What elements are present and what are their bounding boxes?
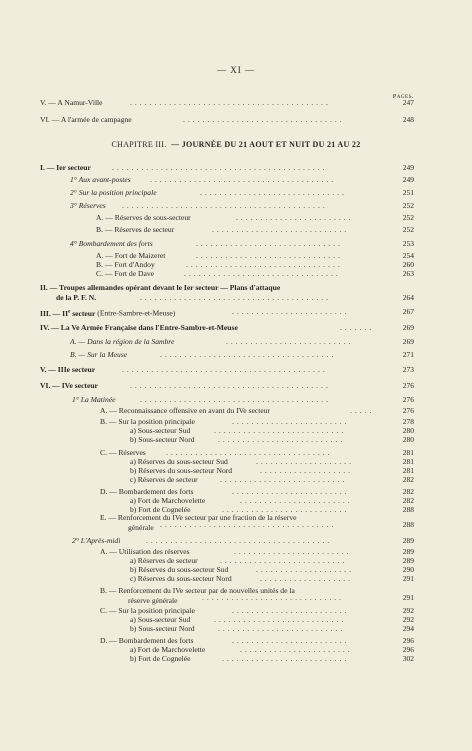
toc-entry-label: A. — Reconnaissance offensive en avant du IVe secteur [100,406,271,415]
toc-entry [0,238,472,250]
pages-column-label: Pages. [392,93,414,100]
toc-entry [0,364,472,376]
toc-entry [0,434,472,446]
toc-page-number: 291 [402,593,414,602]
toc-entry [0,380,472,392]
chapter-heading [0,140,472,149]
dot-leader: ............................................ [112,163,328,172]
toc-entry-label: C. — Réserves [100,448,146,457]
toc-entry-label: D. — Bombardement des forts [100,487,194,496]
chapter-number: CHAPITRE III. [111,140,167,149]
dot-leader: ........................ [232,636,350,645]
toc-entry [0,187,472,199]
toc-page-number: 290 [402,565,414,574]
toc-page-number: 282 [402,475,414,484]
toc-page-number: 276 [402,395,414,404]
toc-page-number: 280 [402,426,414,435]
toc-page-number: 247 [402,98,414,107]
toc-page-number: 254 [402,251,414,260]
page-header-number: — XI — [217,65,255,75]
toc-page-number: 294 [402,624,414,633]
dot-leader: ...................................... [146,536,333,545]
toc-entry [0,200,472,212]
toc-entry-label: b) Sous-secteur Nord [130,435,195,444]
toc-entry-label: VI. — A l'armée de campagne [40,115,132,124]
toc-page-number: 252 [402,225,414,234]
toc-entry-label: 3° Réserves [70,201,106,210]
toc-entry [0,623,472,635]
toc-entry-label: 4° Bombardement des forts [70,239,153,248]
toc-entry [0,162,472,174]
dot-leader: .............................. [196,251,343,260]
toc-entry [0,97,472,109]
dot-leader: .................................. [166,448,333,457]
dot-leader: .......................... [226,337,354,346]
toc-page-number: 302 [402,654,414,663]
toc-page-number: 289 [402,536,414,545]
toc-page-number: 288 [402,520,414,529]
toc-entry [0,349,472,361]
toc-entry-label: b) Réserves du sous-secteur Sud [130,565,229,574]
dot-leader: ....................................... [140,293,332,302]
dot-leader: .............................. [196,239,343,248]
toc-entry [0,653,472,665]
toc-entry-label: b) Réserves du sous-secteur Nord [130,466,233,475]
toc-entry-label: a) Sous-secteur Sud [130,615,191,624]
toc-page-number: 289 [402,556,414,565]
toc-entry [0,212,472,224]
toc-page-number: 267 [402,307,414,316]
dot-leader: ....................................... [140,395,332,404]
dot-leader: ................................. [183,115,345,124]
dot-leader: ....................... [240,496,353,505]
dot-leader: ........................ [232,307,350,316]
dot-leader: ................... [260,466,354,475]
toc-page-number: 260 [402,260,414,269]
dot-leader: .............................. [200,188,347,197]
dot-leader: .......................... [222,654,350,663]
dot-leader: ............................. [202,593,345,602]
toc-page-number: 263 [402,269,414,278]
toc-page-number: 292 [402,615,414,624]
dot-leader: .................... [256,565,354,574]
toc-entry-label: 1° Aux avant-postes [70,175,131,184]
dot-leader: .................... [256,457,354,466]
toc-entry [0,519,472,531]
toc-entry-label: a) Sous-secteur Sud [130,426,191,435]
toc-entry [0,474,472,486]
dot-leader: ........................ [232,487,350,496]
toc-page-number: 269 [402,337,414,346]
toc-entry [0,174,472,186]
dot-leader: ............................ [212,225,350,234]
toc-entry-label: V. — IIIe secteur [40,365,96,374]
toc-page-number: 249 [402,163,414,172]
toc-entry-label: III. — IIe secteur (Entre-Sambre-et-Meuse) [40,308,176,318]
toc-entry-label: A. — Réserves de sous-secteur [96,213,191,222]
toc-entry-label: 1° La Matinée [72,395,116,404]
toc-page-number: 292 [402,606,414,615]
toc-entry-label: b) Sous-secteur Nord [130,624,195,633]
toc-entry-label-continued: de la P. F. N. [56,293,97,302]
toc-page-number: 281 [402,457,414,466]
toc-page-number: 282 [402,496,414,505]
dot-leader: ......................................... [130,98,331,107]
toc-entry-label: V. — A Namur-Ville [40,98,103,107]
toc-entry [0,306,472,318]
toc-entry [0,114,472,126]
toc-entry-label: B. — Sur la Meuse [70,350,128,359]
dot-leader: .................................... [160,350,337,359]
toc-entry-label: a) Réserves de secteur [130,556,198,565]
dot-leader: ................... [260,574,354,583]
toc-entry-label: b) Fort de Cognelée [130,654,191,663]
toc-entry-label: a) Réserves du sous-secteur Sud [130,457,228,466]
toc-page-number: 281 [402,448,414,457]
toc-page-number: 280 [402,435,414,444]
dot-leader: ....... [340,323,375,332]
toc-entry-label: B. — Réserves de secteur [96,225,175,234]
dot-leader: .......................... [220,475,348,484]
chapter-title: — JOURNÉE DU 21 AOUT ET NUIT DU 21 AU 22 [171,140,361,149]
toc-entry-label: A. — Fort de Maizeret [96,251,166,260]
dot-leader: ........................... [214,615,347,624]
toc-entry-label: a) Fort de Marchovelette [130,496,206,505]
toc-entry-label: 2° L'Après-midi [72,536,121,545]
dot-leader: ................................ [184,269,341,278]
toc-page-number: 288 [402,505,414,514]
toc-page-number: 282 [402,487,414,496]
toc-page-number: 291 [402,574,414,583]
dot-leader: .......................... [218,624,346,633]
toc-page-number: 251 [402,188,414,197]
toc-entry-label-continued: générale [128,523,154,532]
toc-page-number: 269 [402,323,414,332]
toc-page-number: 278 [402,417,414,426]
toc-entry-label: C. — Fort de Dave [96,269,154,278]
toc-page-number: 264 [402,293,414,302]
toc-entry [0,573,472,585]
dot-leader: ......................................... [130,381,331,390]
dot-leader: ...................................... [150,175,337,184]
toc-page-number: 248 [402,115,414,124]
toc-page-number: 252 [402,213,414,222]
toc-entry-label: E. — Renforcement du IVe secteur par une fraction de la réserve [100,513,297,522]
toc-page-number: 296 [402,645,414,654]
dot-leader: ........................ [234,547,352,556]
toc-entry [0,336,472,348]
toc-page-number: 252 [402,201,414,210]
toc-page-number: 276 [402,381,414,390]
toc-entry-label: B. — Fort d'Andoy [96,260,155,269]
toc-page-number: 253 [402,239,414,248]
toc-page-number: 271 [402,350,414,359]
toc-entry-label: a) Fort de Marchovelette [130,645,206,654]
dot-leader: .................................... [160,520,337,529]
dot-leader: ....................... [240,645,353,654]
dot-leader: ..... [350,406,375,415]
toc-entry-label: B. — Renforcement du IVe secteur par de nouvelles unités de la [100,586,295,595]
toc-entry-label: A. — Utilisation des réserves [100,547,190,556]
toc-entry [0,224,472,236]
toc-entry-label: B. — Sur la position principale [100,417,195,426]
dot-leader: ........................... [214,426,347,435]
dot-leader: .......................... [222,505,350,514]
toc-entry-label: D. — Bombardement des forts [100,636,194,645]
toc-page-number: 296 [402,636,414,645]
dot-leader: ........................ [232,606,350,615]
toc-entry [0,322,472,334]
toc-entry-label: b) Fort de Cognelée [130,505,191,514]
toc-entry-label: C. — Sur la position principale [100,606,195,615]
dot-leader: ........................ [236,213,354,222]
dot-leader: ........................ [232,417,350,426]
toc-entry-label: c) Réserves de secteur [130,475,198,484]
toc-entry-label: II. — Troupes allemandes opérant devant le Ier secteur — Plans d'attaque [40,283,281,292]
toc-page-number: 276 [402,406,414,415]
dot-leader: ................................ [186,260,343,269]
toc-page-number: 273 [402,365,414,374]
dot-leader: .......................................... [122,201,328,210]
toc-page-number: 249 [402,175,414,184]
toc-entry-label: IV. — La Ve Armée Française dans l'Entre-Sambre-et-Meuse [40,323,238,332]
toc-entry-label: A. — Dans la région de la Sambre [70,337,175,346]
toc-entry-label: c) Réserves du sous-secteur Nord [130,574,232,583]
dot-leader: .......................... [220,556,348,565]
toc-entry [0,268,472,280]
toc-entry-label: I. — Ier secteur [40,163,91,172]
toc-entry-label: 2° Sur la position principale [70,188,157,197]
toc-entry-label-continued: réserve générale [128,596,178,605]
toc-entry [0,592,472,604]
toc-page-number: 281 [402,466,414,475]
toc-entry [0,292,472,304]
dot-leader: .......................................... [122,365,328,374]
toc-page-number: 289 [402,547,414,556]
toc-entry-label: VI. — IVe secteur [40,381,98,390]
dot-leader: .......................... [218,435,346,444]
